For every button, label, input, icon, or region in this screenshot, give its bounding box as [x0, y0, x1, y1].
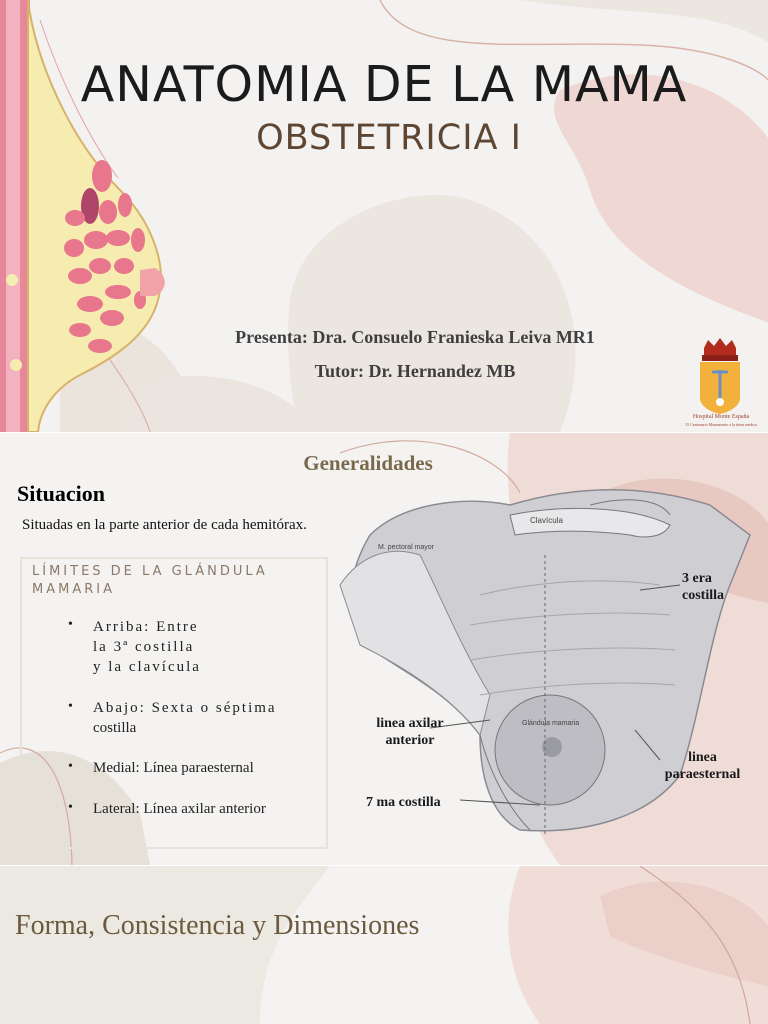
label-pectoral: M. pectoral mayor — [378, 544, 435, 551]
limit-line: Abajo: Sexta o séptima — [93, 700, 277, 716]
limit-item-medial: Medial: Línea paraesternal — [93, 760, 254, 776]
bullet-icon: • — [68, 699, 73, 714]
logo-tagline: 15 Centenario Monumento a la tierra medica — [685, 422, 757, 427]
forma-slide — [0, 866, 768, 1024]
hospital-logo — [700, 338, 740, 414]
logo-name: Hospital Monte España — [692, 414, 750, 420]
label-glandula: Glándula mamaria — [522, 720, 580, 727]
label-septima-costilla: 7 ma costilla — [366, 795, 441, 810]
limit-item-arriba — [93, 617, 201, 677]
limits-title: LÍMITES DE LA GLÁNDULA MAMARIA — [32, 564, 268, 597]
thorax-diagram — [330, 475, 768, 845]
situacion-title: Situacion — [17, 481, 106, 506]
limit-item-lateral: Lateral: Línea axilar anterior — [93, 801, 266, 817]
section-heading: Forma, Consistencia y Dimensiones — [15, 910, 420, 941]
limit-line: Arriba: Entre — [93, 619, 199, 635]
label-tercera-costilla: 3 era costilla — [682, 571, 724, 603]
bullet-icon: • — [68, 800, 73, 815]
page-title: ANATOMIA DE LA MAMA — [80, 56, 688, 113]
situacion-text: Situadas en la parte anterior de cada hemitórax. — [22, 517, 307, 533]
limit-item-abajo — [93, 698, 277, 738]
label-linea-axilar: linea axilar anterior — [376, 716, 444, 748]
section-heading: Generalidades — [303, 451, 433, 475]
limit-line: y la clavícula — [93, 659, 201, 675]
slide3-background — [0, 866, 768, 1024]
label-linea-paraesternal: linea paraesternal — [664, 750, 741, 782]
title-slide — [0, 0, 768, 432]
page-subtitle: OBSTETRICIA I — [256, 118, 522, 158]
limit-line: la 3ª costilla — [93, 639, 195, 655]
bullet-icon: • — [68, 759, 73, 774]
logo-caption — [676, 414, 766, 428]
bullet-icon: • — [68, 617, 73, 632]
tutor-line: Tutor: Dr. Hernandez MB — [314, 361, 516, 381]
label-clavicula: Clavícula — [530, 516, 563, 525]
generalidades-slide — [0, 433, 768, 865]
presenter-line: Presenta: Dra. Consuelo Franieska Leiva MR1 — [235, 327, 595, 347]
limit-line: costilla — [93, 720, 137, 736]
